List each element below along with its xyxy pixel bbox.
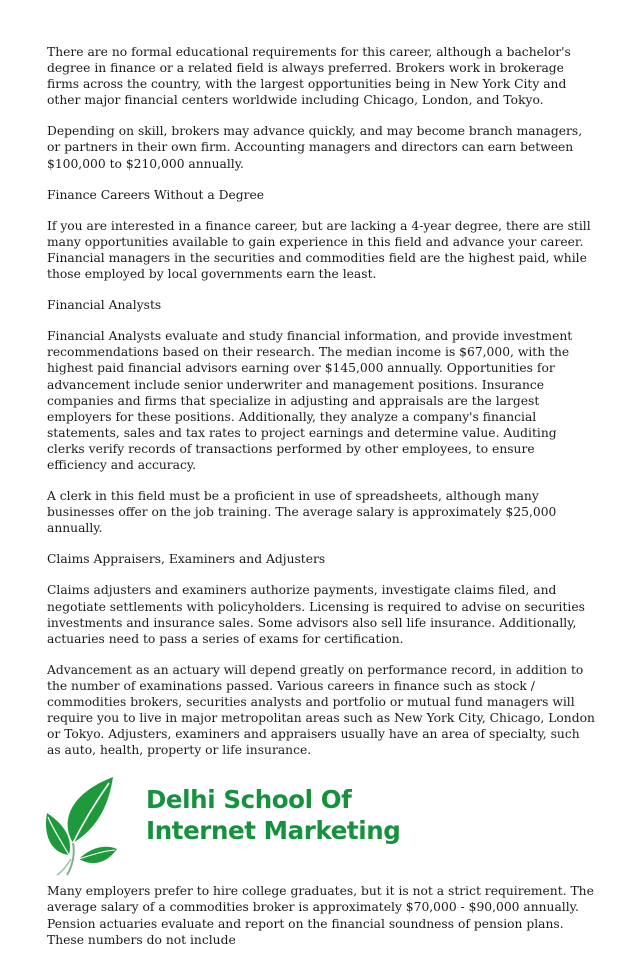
logo-text — [146, 784, 400, 846]
paragraph-claims-adjusters: Claims adjusters and examiners authorize payments, investigate claims filed, and negotiate settlements with policyholders. Licensing is required to advise on securities investments and insurance sales. Some advisors also sell life insurance. Additionally, actuaries need to pass a series of exams for certification. — [47, 583, 585, 646]
heading-financial-analysts: Financial Analysts — [47, 298, 162, 313]
heading-claims-appraisers: Claims Appraisers, Examiners and Adjusters — [47, 552, 326, 567]
paragraph-without-degree: If you are interested in a finance career, but are lacking a 4-year degree, there are still many opportunities available to gain experience in this field and advance your career. Financial managers in the securities and commodities field are the highest paid, while those employed by local governments earn the least. — [47, 218, 591, 282]
logo-line-1: Delhi School Of — [146, 785, 352, 815]
paragraph-brokers-education: There are no formal educational requirements for this career, although a bachelor's degree in finance or a related field is always preferred. Brokers work in brokerage firms across the country, with the largest opportunities being in New York City and other major financial centers worldwide including Chicago, London, and Tokyo. — [47, 45, 571, 108]
logo — [47, 773, 595, 877]
heading-finance-careers-without-degree: Finance Careers Without a Degree — [47, 187, 265, 202]
paragraph-employers-graduates: Many employers prefer to hire college graduates, but it is not a strict requirement. The average salary of a commodities broker is approximately $70,000 - $90,000 annually. Pension actuaries evaluate and report on the financial soundness of pension plans. These numbers do not include — [47, 884, 594, 947]
paragraph-clerk: A clerk in this field must be a proficient in use of spreadsheets, although many businesses offer on the job training. The average salary is approximately $25,000 annually. — [47, 489, 557, 536]
paragraph-brokers-advancement: Depending on skill, brokers may advance quickly, and may become branch managers, or partners in their own firm. Accounting managers and directors can earn between $100,000 to $210,000 annually. — [47, 124, 583, 171]
logo-line-2: Internet Marketing — [146, 816, 401, 846]
paragraph-financial-analysts: Financial Analysts evaluate and study financial information, and provide investment recommendations based on their research. The median income is $67,000, with the highest paid financial advisors earning over $145,000 annually. Opportunities for advancement include senior underwriter and management positions. Insurance companies and firms that specialize in adjusting and appraisals are the largest employers for these positions. Additionally, they analyze a company's financial statements, sales and tax rates to project earnings and determine value. Auditing clerks verify records of transactions performed by other employees, to ensure efficiency and accuracy. — [47, 329, 573, 472]
document-page — [47, 44, 595, 963]
paragraph-actuary-advancement: Advancement as an actuary will depend greatly on performance record, in addition to the number of examinations passed. Various careers in finance such as stock / commodities brokers, securities analysts and portfolio or mutual fund managers will require you to live in major metropolitan areas such as New York City, Chicago, London or Tokyo. Adjusters, examiners and appraisers usually have an area of specialty, such as auto, health, property or life insurance. — [47, 662, 595, 758]
leaf-icon — [43, 773, 117, 877]
